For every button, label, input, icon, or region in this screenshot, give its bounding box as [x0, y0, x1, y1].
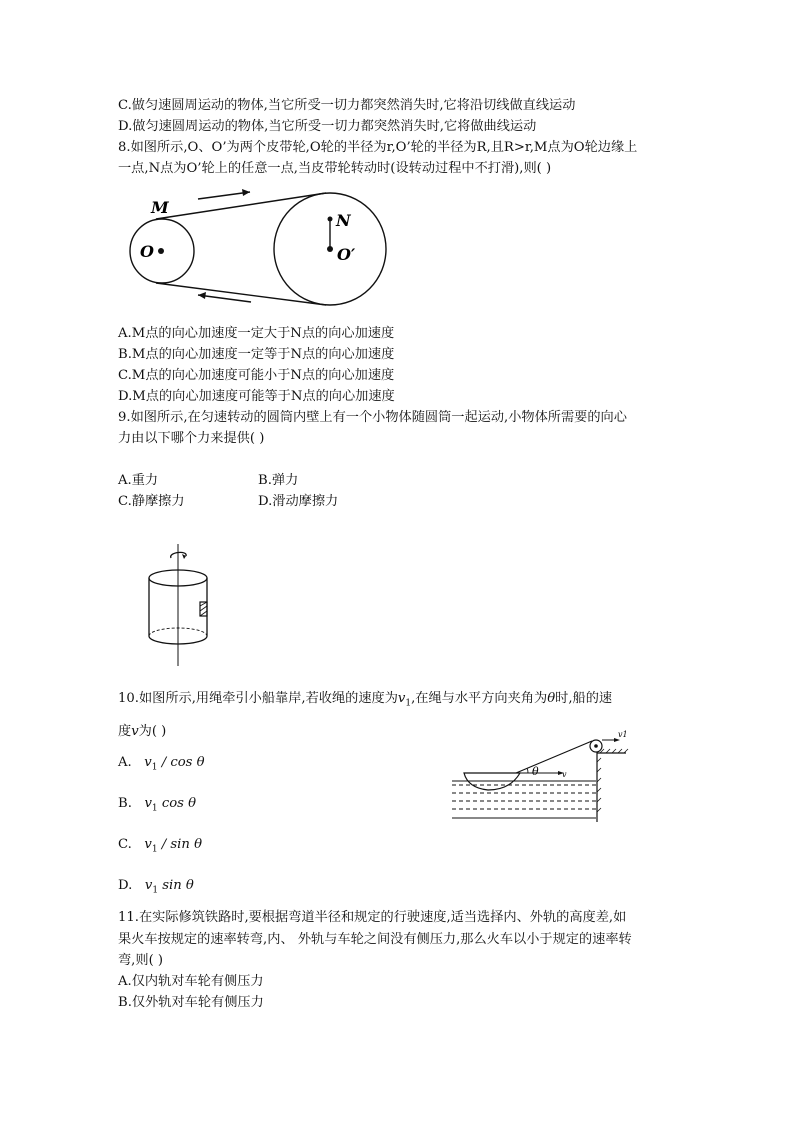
q11-option-b: B.仅外轨对车轮有侧压力	[118, 995, 264, 1010]
q9-stem-line2: 力由以下哪个力来提供( )	[118, 431, 265, 446]
label-o-prime: O′	[337, 245, 356, 264]
q7-option-c: C.做匀速圆周运动的物体,当它所受一切力都突然消失时,它将沿切线做直线运动	[118, 98, 576, 113]
label-v: v	[562, 770, 567, 779]
arrow-right-head	[242, 189, 250, 196]
q7-option-d: D.做匀速圆周运动的物体,当它所受一切力都突然消失时,它将做曲线运动	[118, 119, 537, 134]
q10-boat-rope-figure	[448, 726, 634, 822]
q8-option-c: C.M点的向心加速度可能小于N点的向心加速度	[118, 368, 395, 383]
arrow-right	[198, 192, 250, 199]
q8-stem-line1: 8.如图所示,O、O’为两个皮带轮,O轮的半径为r,O’轮的半径为R,且R>r,M点为O轮边缘上	[118, 140, 638, 155]
q9-stem-line1: 9.如图所示,在匀速转动的圆筒内壁上有一个小物体随圆筒一起运动,小物体所需要的向心	[118, 410, 627, 425]
arrow-left	[198, 295, 251, 302]
pulley-o-center	[158, 248, 164, 254]
q9-option-b: B.弹力	[258, 473, 299, 488]
bank-hatching	[597, 749, 628, 812]
q8-option-d: D.M点的向心加速度可能等于N点的向心加速度	[118, 389, 395, 404]
arrow-left-head	[198, 292, 206, 299]
q11-option-a: A.仅内轨对车轮有侧压力	[118, 974, 264, 989]
belt-upper	[156, 193, 326, 219]
q11-stem-line2: 果火车按规定的速率转弯,内、 外轨与车轮之间没有侧压力,那么火车以小于规定的速率转	[118, 932, 632, 947]
q10-stem-line1: 10.如图所示,用绳牵引小船靠岸,若收绳的速度为$v_1$,在绳与水平方向夹角为θ时,船的速	[118, 691, 613, 709]
q8-belt-pulley-figure	[118, 182, 408, 312]
label-v1: v1	[618, 730, 628, 739]
q11-stem-line1: 11.在实际修筑铁路时,要根据弯道半径和规定的行驶速度,适当选择内、外轨的高度差,如	[118, 910, 627, 925]
belt-lower	[156, 283, 326, 305]
water-surface	[452, 781, 596, 818]
label-theta: θ	[532, 765, 539, 778]
label-n: N	[336, 211, 351, 230]
q8-stem-line2: 一点,N点为O’轮上的任意一点,当皮带轮转动时(设转动过程中不打滑),则( )	[118, 161, 552, 176]
q9-option-a: A.重力	[118, 473, 159, 488]
angle-arc	[527, 768, 528, 773]
q10-option-c: C. $v_1$ / sin θ	[118, 837, 203, 855]
q10-option-d: D. $v_1$ sin θ	[118, 878, 194, 896]
q10-option-b: B. $v_1$ cos θ	[118, 796, 197, 814]
q10-option-a: A. $v_1$ / cos θ	[118, 755, 205, 773]
label-m: M	[151, 198, 169, 217]
label-o: O	[140, 242, 154, 261]
q8-option-a: A.M点的向心加速度一定大于N点的向心加速度	[118, 326, 395, 341]
q9-option-c: C.静摩擦力	[118, 494, 185, 509]
q9-option-d: D.滑动摩擦力	[258, 494, 339, 509]
q8-option-b: B.M点的向心加速度一定等于N点的向心加速度	[118, 347, 395, 362]
q11-stem-line3: 弯,则( )	[118, 953, 164, 968]
q10-stem-line2: 度v为( )	[118, 724, 167, 739]
point-n	[328, 217, 333, 222]
q9-rotating-cylinder-figure	[140, 540, 230, 670]
